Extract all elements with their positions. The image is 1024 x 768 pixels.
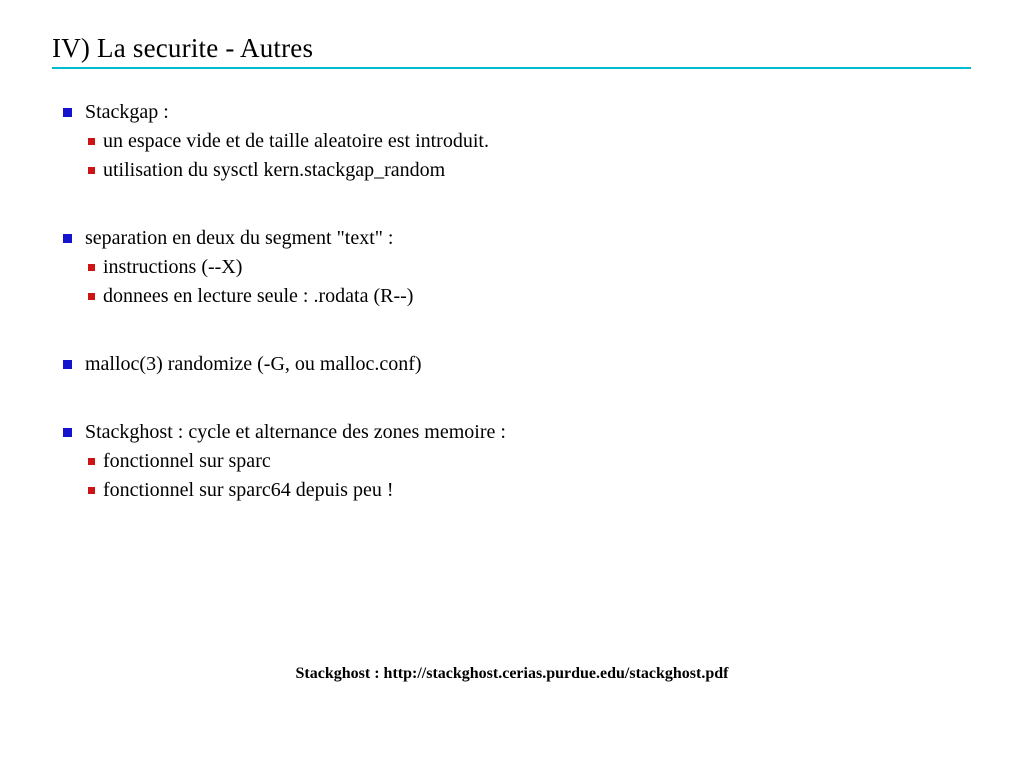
blue-square-bullet-icon xyxy=(63,234,72,243)
sub-bullet-item xyxy=(0,156,1024,185)
red-square-bullet-icon xyxy=(88,167,95,174)
red-square-bullet-icon xyxy=(88,138,95,145)
sub-bullet-label: fonctionnel sur sparc xyxy=(103,450,271,472)
bullet-heading xyxy=(0,224,1024,253)
bullet-heading-label: Stackghost : cycle et alternance des zones memoire : xyxy=(85,421,506,443)
sub-bullet-label: instructions (--X) xyxy=(103,256,243,278)
red-square-bullet-icon xyxy=(88,293,95,300)
bullet-group-stackghost xyxy=(0,418,1024,505)
blue-square-bullet-icon xyxy=(63,360,72,369)
sub-bullet-label: fonctionnel sur sparc64 depuis peu ! xyxy=(103,479,394,501)
sub-bullet-item xyxy=(0,282,1024,311)
bullet-heading xyxy=(0,350,1024,379)
slide-body xyxy=(0,98,1024,544)
blue-square-bullet-icon xyxy=(63,428,72,437)
page-title: IV) La securite - Autres xyxy=(52,33,314,63)
sub-bullet-item xyxy=(0,127,1024,156)
bullet-heading xyxy=(0,98,1024,127)
title-underline xyxy=(52,67,971,69)
sub-bullet-label: un espace vide et de taille aleatoire est introduit. xyxy=(103,130,489,152)
bullet-group-text-segment xyxy=(0,224,1024,311)
sub-bullet-label: donnees en lecture seule : .rodata (R--) xyxy=(103,285,414,307)
sub-bullet-item xyxy=(0,447,1024,476)
blue-square-bullet-icon xyxy=(63,108,72,117)
bullet-heading xyxy=(0,418,1024,447)
slide-footer: Stackghost : http://stackghost.cerias.purdue.edu/stackghost.pdf xyxy=(295,665,729,682)
bullet-heading-label: Stackgap : xyxy=(85,101,169,123)
sub-bullet-item xyxy=(0,476,1024,505)
red-square-bullet-icon xyxy=(88,264,95,271)
bullet-heading-label: separation en deux du segment "text" : xyxy=(85,227,394,249)
red-square-bullet-icon xyxy=(88,458,95,465)
bullet-group-malloc xyxy=(0,350,1024,379)
sub-bullet-item xyxy=(0,253,1024,282)
sub-bullet-label: utilisation du sysctl kern.stackgap_random xyxy=(103,159,446,181)
bullet-group-stackgap xyxy=(0,98,1024,185)
red-square-bullet-icon xyxy=(88,487,95,494)
bullet-heading-label: malloc(3) randomize (-G, ou malloc.conf) xyxy=(85,353,422,375)
